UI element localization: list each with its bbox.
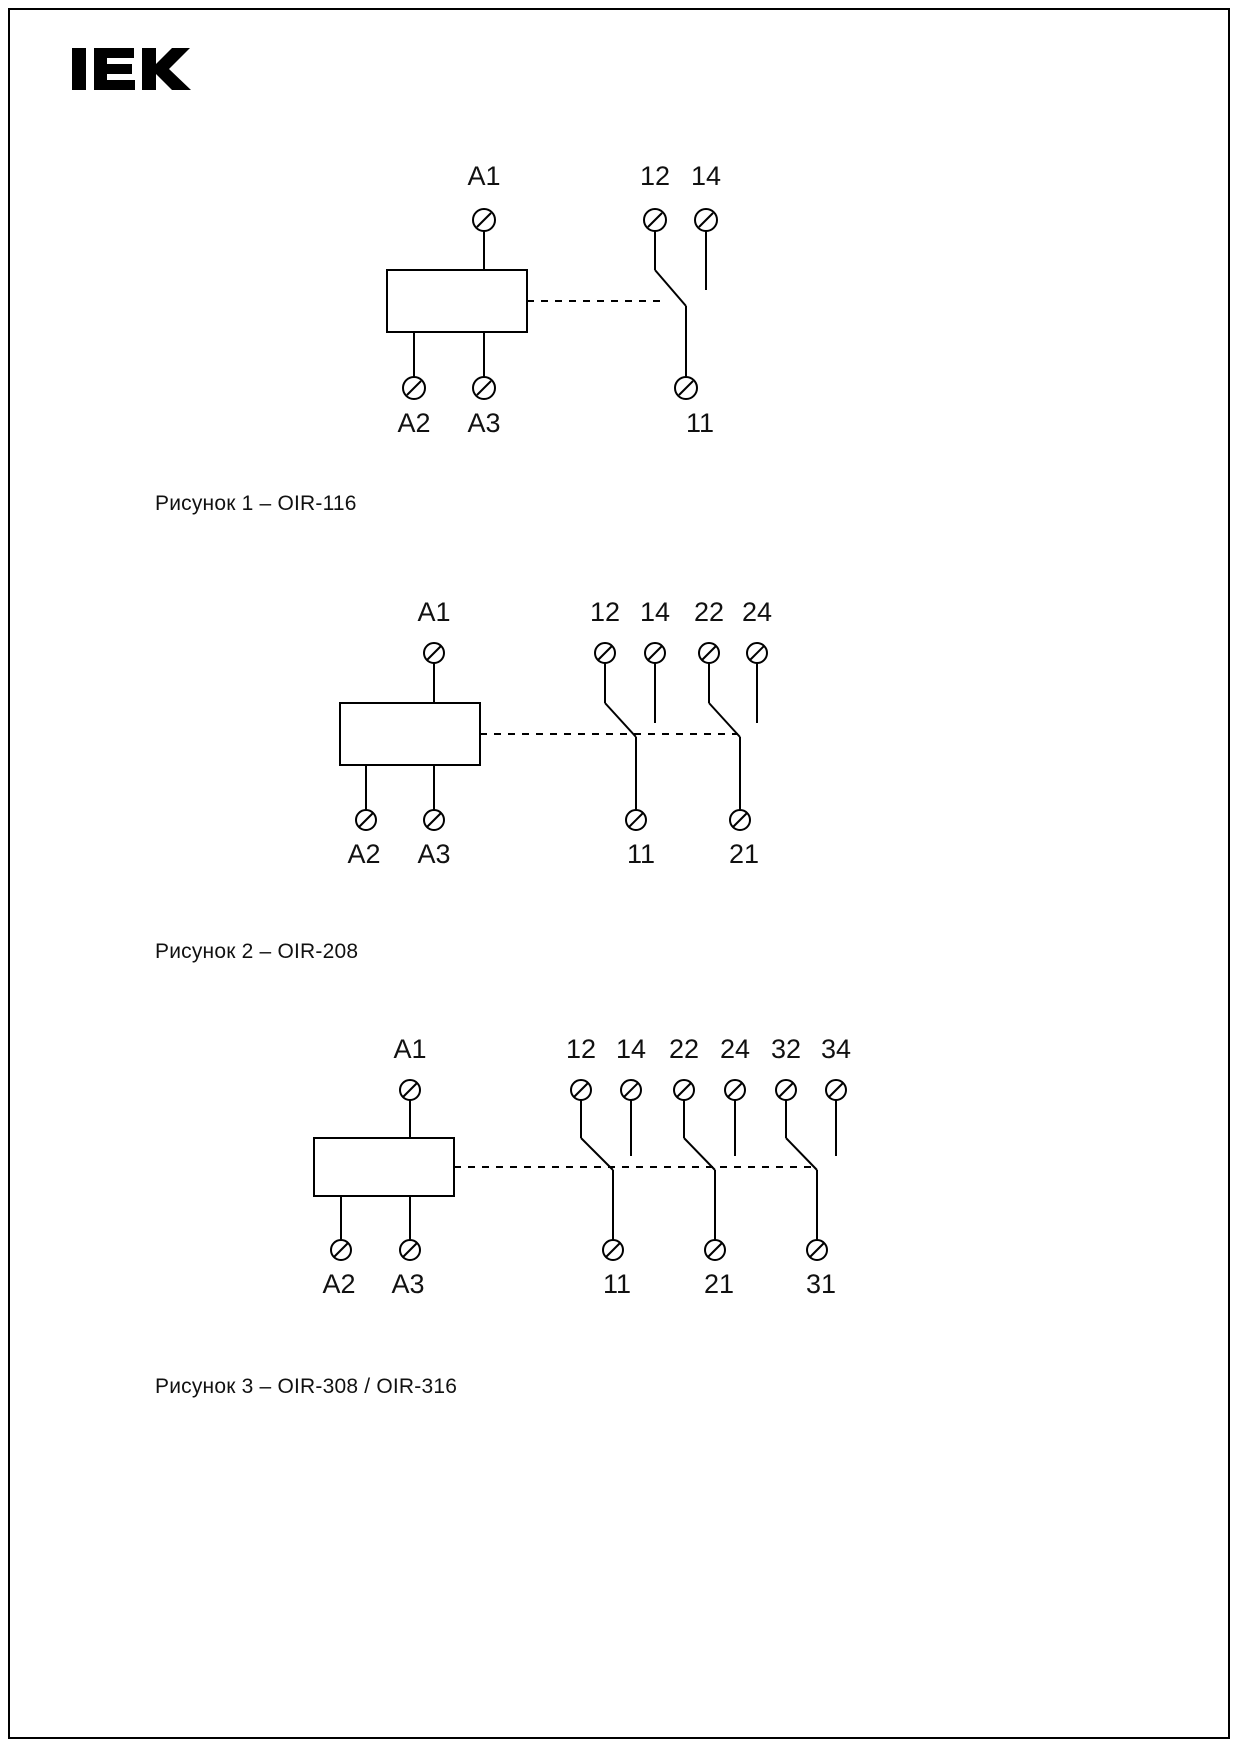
terminal-label: A3 xyxy=(417,839,451,869)
terminal-label: 14 xyxy=(615,1034,647,1064)
terminal-label: A2 xyxy=(397,408,431,438)
terminal-label: A1 xyxy=(393,1034,427,1064)
terminal-label: A3 xyxy=(391,1269,425,1299)
terminal-label: 11 xyxy=(602,1269,632,1299)
terminal-label: 21 xyxy=(703,1269,735,1299)
terminal-label: 14 xyxy=(639,597,671,627)
terminal-label: 12 xyxy=(639,161,671,191)
terminal-label: 12 xyxy=(565,1034,597,1064)
terminal-label: A1 xyxy=(417,597,451,627)
terminal-label: A1 xyxy=(467,161,501,191)
terminal-label: 14 xyxy=(690,161,722,191)
figure-1-caption: Рисунок 1 – OIR-116 xyxy=(155,492,357,515)
figure-3-caption: Рисунок 3 – OIR-308 / OIR-316 xyxy=(155,1375,458,1398)
terminal-label: 22 xyxy=(693,597,725,627)
terminal-label: A3 xyxy=(467,408,501,438)
terminal-label: 12 xyxy=(589,597,621,627)
terminal-label: A2 xyxy=(347,839,381,869)
terminal-label: A2 xyxy=(322,1269,356,1299)
terminal-label: 34 xyxy=(820,1034,852,1064)
iek-logo xyxy=(72,34,202,104)
terminal-label: 22 xyxy=(668,1034,700,1064)
figure-2-caption: Рисунок 2 – OIR-208 xyxy=(155,940,359,963)
terminal-label: 24 xyxy=(741,597,773,627)
terminal-label: 11 xyxy=(626,839,656,869)
terminal-label: 31 xyxy=(805,1269,837,1299)
terminal-label: 32 xyxy=(770,1034,802,1064)
terminal-label: 24 xyxy=(719,1034,751,1064)
terminal-label: 21 xyxy=(728,839,760,869)
terminal-label: 11 xyxy=(685,408,715,438)
